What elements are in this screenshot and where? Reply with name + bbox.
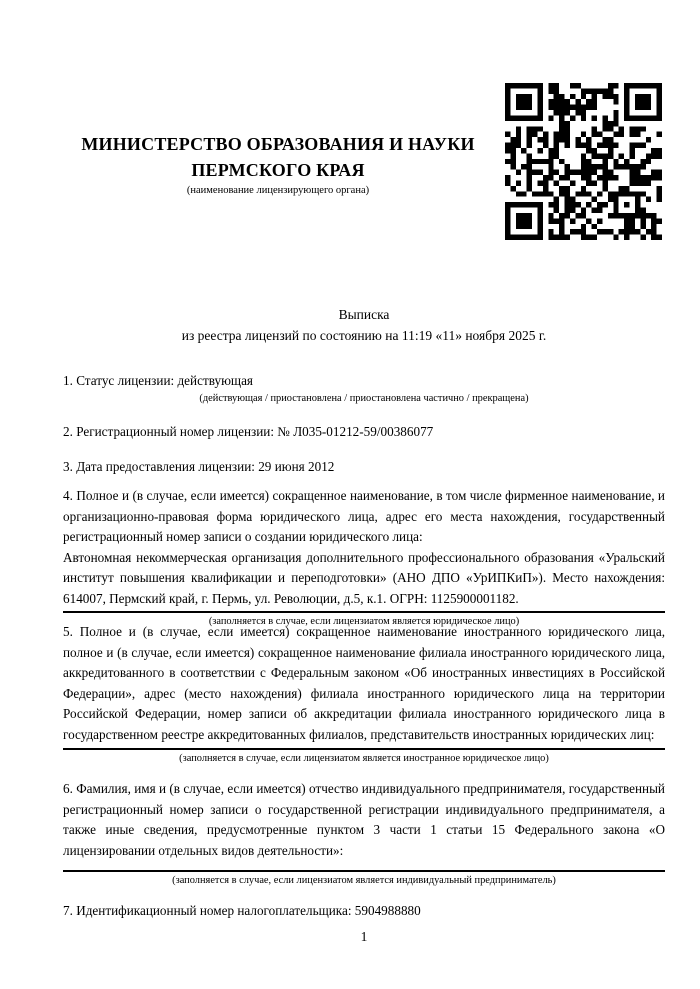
licensing-authority-caption: (наименование лицензирующего органа): [186, 185, 370, 196]
item-6-individual-entrepreneur: [63, 779, 665, 887]
item-1-license-status: [63, 371, 665, 405]
item-4-legal-entity: [63, 486, 665, 628]
item-2-registration-number: [63, 422, 665, 443]
item-2-text: 2. Регистрационный номер лицензии: № Л035-01212-59/00386077: [63, 424, 434, 439]
item-4-note: (заполняется в случае, если лицензиатом является юридическое лицо): [208, 616, 520, 627]
item-4-fill-line: [63, 611, 665, 613]
item-6-note: (заполняется в случае, если лицензиатом является индивидуальный предприниматель): [172, 875, 556, 886]
item-6-fill-line: [63, 870, 665, 872]
item-5-foreign-entity: [63, 622, 665, 765]
ministry-name-line1: МИНИСТЕРСТВО ОБРАЗОВАНИЯ И НАУКИ: [81, 134, 475, 154]
item-3-license-date: [63, 457, 665, 478]
item-4-text: 4. Полное и (в случае, если имеется) сокращенное наименование, в том числе фирменное наименование, и организационно-правовая форма юридического лица, адрес его места нахождения, государственный регистрационный номер записи о создании юридического лица:: [63, 488, 665, 544]
item-5-fill-line: [63, 748, 665, 750]
item-1-note: (действующая / приостановлена / приостановлена частично / прекращена): [199, 392, 529, 404]
title-line2: из реестра лицензий по состоянию на 11:19 «11» ноября 2025 г.: [181, 328, 547, 343]
item-7-text: 7. Идентификационный номер налогоплательщика: 5904988880: [63, 903, 421, 918]
item-6-text: 6. Фамилия, имя и (в случае, если имеется) отчество индивидуального предпринимателя, государственный регистрационный номер записи о государственной регистрации индивидуального предпринимателя, а также иные сведения, предусмотренные пунктом 3 части 1 статьи 15 Федерального закона «О лицензировании отдельных видов деятельности»:: [63, 781, 665, 858]
page-number: 1: [360, 929, 368, 944]
item-5-text: 5. Полное и (в случае, если имеется) сокращенное наименование иностранного юридического лица, полное и (в случае, если имеется) сокращенное наименование филиала иностранного юридического лица, аккредитованного в соответствии с Федеральным законом «Об иностранных инвестициях в Российской Федерации», адрес (место нахождения) филиала иностранного юридического лица на территории Российской Федерации, номер записи об аккредитации филиала иностранного юридического лица в государственном реестре аккредитованных филиалов, представительств иностранных юридических лиц:: [63, 624, 665, 742]
ministry-name-line2: ПЕРМСКОГО КРАЯ: [191, 160, 365, 180]
item-1-text: 1. Статус лицензии: действующая: [63, 373, 254, 388]
title-line1: Выписка: [338, 307, 390, 322]
document-title: [63, 304, 665, 346]
qr-code-icon: [505, 83, 662, 240]
item-5-note: (заполняется в случае, если лицензиатом является иностранное юридическое лицо): [179, 753, 549, 764]
item-3-text: 3. Дата предоставления лицензии: 29 июня 2012: [63, 459, 335, 474]
licensing-authority: [63, 131, 493, 197]
item-4-value: Автономная некоммерческая организация дополнительного профессионального образования «Уральский институт повышения квалификации и переподготовки» (АНО ДПО «УрИПКиП»). Место нахождения: 614007, Пермский край, г. Пермь, ул. Революции, д.5, к.1. ОГРН: 1125900001182.: [63, 549, 665, 606]
item-7-taxpayer-id: [63, 901, 665, 922]
